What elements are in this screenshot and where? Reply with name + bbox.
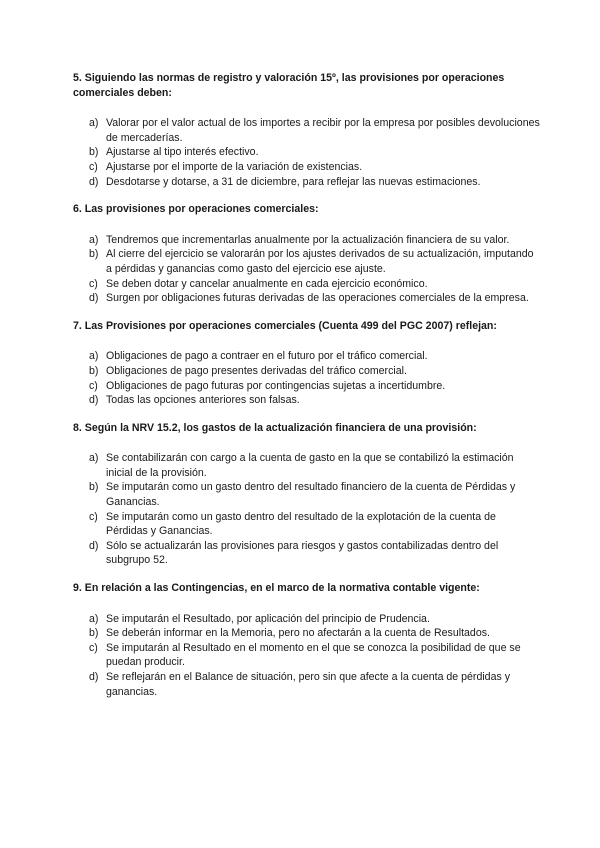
question-title: 7. Las Provisiones por operaciones comerciales (Cuenta 499 del PGC 2007) reflejan:: [73, 319, 497, 332]
option-letter: d): [89, 394, 99, 407]
option-letter: a): [89, 233, 99, 246]
option-text: Obligaciones de pago presentes derivadas del tráfico comercial.: [106, 364, 407, 377]
option-text: Se reflejarán en el Balance de situación, pero sin que afecte a la cuenta de pérdidas y ganancias.: [106, 671, 511, 698]
option-text: Valorar por el valor actual de los importes a recibir por la empresa por posibles devoluciones de mercaderías.: [106, 117, 540, 144]
option-letter: c): [89, 160, 98, 173]
option-d: [73, 291, 540, 306]
option-letter: a): [89, 452, 99, 465]
question-title: 5. Siguiendo las normas de registro y valoración 15º, las provisiones por operaciones comerciales deben:: [73, 72, 505, 99]
option-c: [73, 277, 540, 292]
option-letter: c): [89, 277, 98, 290]
option-b: [73, 247, 540, 276]
question-5: [73, 71, 540, 189]
question-title: 9. En relación a las Contingencias, en el marco de la normativa contable vigente:: [73, 582, 480, 595]
option-a: [73, 612, 540, 627]
option-text: Ajustarse por el importe de la variación de existencias.: [106, 160, 363, 173]
option-d: [73, 175, 540, 190]
option-text: Ajustarse al tipo interés efectivo.: [106, 146, 259, 159]
option-letter: a): [89, 612, 99, 625]
option-d: [73, 670, 540, 699]
option-list: [73, 451, 540, 568]
option-letter: c): [89, 641, 98, 654]
option-list: [73, 233, 540, 306]
option-text: Al cierre del ejercicio se valorarán por los ajustes derivados de su actualización, imputando a pérdidas y ganancias como gasto del ejercicio ese ajuste.: [106, 248, 534, 275]
option-letter: b): [89, 481, 99, 494]
option-a: [73, 451, 540, 480]
option-b: [73, 364, 540, 379]
option-list: [73, 349, 540, 407]
option-text: Todas las opciones anteriores son falsas.: [106, 394, 300, 407]
option-letter: c): [89, 510, 98, 523]
option-letter: a): [89, 117, 99, 130]
option-text: Tendremos que incrementarlas anualmente por la actualización financiera de su valor.: [106, 233, 510, 246]
option-a: [73, 349, 540, 364]
option-letter: b): [89, 627, 99, 640]
option-letter: d): [89, 539, 99, 552]
option-text: Se imputarán el Resultado, por aplicación del principio de Prudencia.: [106, 612, 430, 625]
option-list: [73, 612, 540, 700]
option-letter: d): [89, 175, 99, 188]
option-text: Obligaciones de pago a contraer en el futuro por el tráfico comercial.: [106, 350, 428, 363]
question-7: [73, 319, 540, 408]
option-letter: b): [89, 248, 99, 261]
option-list: [73, 116, 540, 189]
option-text: Se deben dotar y cancelar anualmente en cada ejercicio económico.: [106, 277, 428, 290]
option-text: Se imputarán como un gasto dentro del resultado financiero de la cuenta de Pérdidas y Ganancias.: [106, 481, 516, 509]
question-8: [73, 421, 540, 568]
option-d: [73, 393, 540, 408]
option-b: [73, 145, 540, 160]
option-c: [73, 379, 540, 394]
option-letter: c): [89, 379, 98, 392]
question-9: [73, 581, 540, 699]
option-c: [73, 510, 540, 539]
option-a: [73, 233, 540, 248]
option-text: Desdotarse y dotarse, a 31 de diciembre, para reflejar las nuevas estimaciones.: [106, 175, 481, 188]
option-c: [73, 641, 540, 670]
option-letter: b): [89, 364, 99, 377]
option-letter: d): [89, 671, 99, 683]
option-text: Se contabilizarán con cargo a la cuenta de gasto en la que se contabilizó la estimación inicial de la provisión.: [106, 452, 514, 479]
option-b: [73, 626, 540, 641]
option-c: [73, 160, 540, 175]
option-b: [73, 480, 540, 509]
option-letter: a): [89, 350, 99, 363]
option-text: Se deberán informar en la Memoria, pero no afectarán a la cuenta de Resultados.: [106, 627, 490, 640]
option-a: [73, 116, 540, 145]
option-d: [73, 539, 540, 568]
question-title: 8. Según la NRV 15.2, los gastos de la actualización financiera de una provisión:: [73, 421, 477, 434]
question-6: [73, 202, 540, 306]
option-letter: d): [89, 292, 99, 305]
question-title: 6. Las provisiones por operaciones comerciales:: [73, 203, 319, 216]
option-letter: b): [89, 146, 99, 159]
option-text: Se imputarán al Resultado en el momento en el que se conozca la posibilidad de que se puedan producir.: [106, 641, 521, 669]
option-text: Se imputarán como un gasto dentro del resultado de la explotación de la cuenta de Pérdidas y Ganancias.: [106, 510, 496, 538]
option-text: Surgen por obligaciones futuras derivadas de las operaciones comerciales de la empresa.: [106, 292, 529, 305]
option-text: Obligaciones de pago futuras por contingencias sujetas a incertidumbre.: [106, 379, 446, 392]
option-text: Sólo se actualizarán las provisiones para riesgos y gastos contabilizadas dentro del subgrupo 52.: [106, 539, 499, 567]
